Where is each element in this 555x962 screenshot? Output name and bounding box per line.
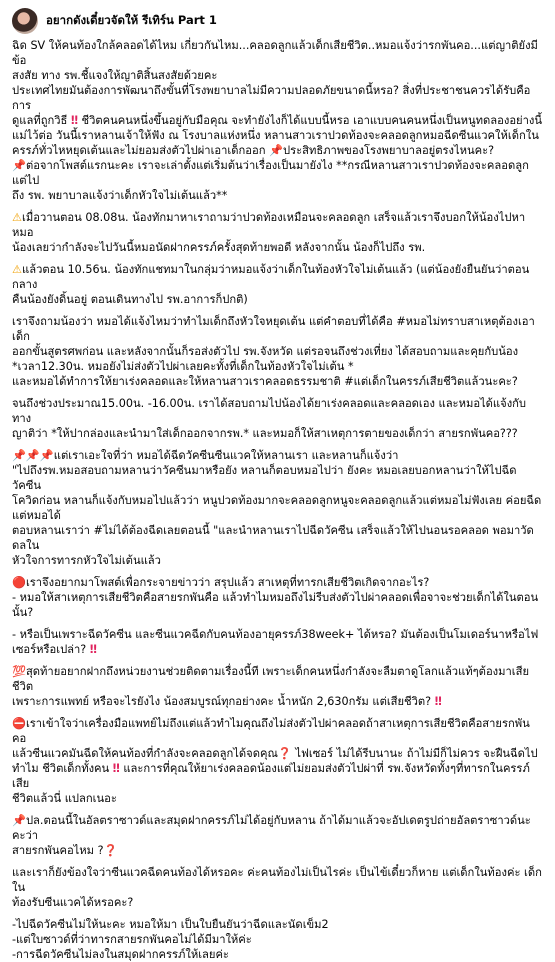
text-line: ฉิด SV ให้คนท้องใกล้คลอดได้ไหม เกี่ยวกันไหม...คลอดลูกแล้วเด็กเสียชีวิต..หมอแจ้งว่ารกพันคอ...แต่ญาติยังมีข้อ [12,39,538,67]
text-line [12,143,543,158]
text-line: เราจึงถามน้องว่า หมอได้แจ้งไหมว่าทำไมเด็กถึงหัวใจหยุดเต้น แต่คำตอบที่ได้คือ #หมอไม่ทราบสาเหตุต้องเอาเด็ก [12,315,535,343]
text-line [12,813,543,843]
paragraph-vaccine [12,448,543,568]
text-line [12,642,543,657]
text-segment: เพราะการแพทย์ หรือจะไรยังไง น้องสมบูรณ์ทุกอย่างคะ น้ำหนัก 2,630กรัม แต่เสียชีวิต? [12,695,432,708]
text-line: ญาติว่า *ให้ปากล่องและนำมาใส่เด็กออกจากรพ.* และหมอก็ให้สาเหตุการตายของเด็กว่า สายรกพันคอ??? [12,427,518,440]
question-mark-icon: ❓ [277,747,292,760]
red-circle-icon: 🔴 [12,576,26,589]
double-exclamation-icon: ‼ [112,762,120,775]
text-segment: เราเข้าใจว่าเครื่องมือแพทย์ไม่ถึงแต่แล้วทำไมคุณถึงไม่ส่งตัวไปผ่าคลอดถ้าสาเหตุการเสียชีวิตคือสายรกพันคอ [12,717,530,745]
text-line: และหมอได้ทำการให้ยาเร่งคลอดและให้หลานสาวเราคลอดธรรมชาติ #แต่เด็กในครรภ์เสียชีวิตแล้วนะคะ? [12,375,518,388]
list-item: -ไปฉีดวัคซีนไม่ให้นะคะ หมอให้มา เป็นใบยืนยันว่าฉีดและนัดเข็ม2 [12,918,329,931]
paragraph-summary [12,575,543,620]
avatar[interactable] [12,8,38,34]
double-exclamation-icon: ‼ [434,695,442,708]
paragraph-timeline-1 [12,210,543,255]
text-line [12,210,543,240]
pushpin-icon: 📌 [269,144,283,157]
text-segment: ดูแลที่ถูกวิธี [12,114,68,127]
text-segment: สุดท้ายอยากฝากถึงหน่วยงานช่วยติดตามเรื่องนี้ที เพราะเด็กคนหนึ่งกำลังจะลืมตาดูโลกแล้วแท้ๆต้องมาเสียชีวิต [12,665,529,693]
warning-icon: ⚠ [12,211,23,224]
text-line: ถึง รพ. พยาบาลแจ้งว่าเด็กหัวใจไม่เต้นแล้ว** [12,189,228,202]
question-mark-icon: ❓ [103,844,118,857]
hundred-points-icon: 💯 [12,665,26,678]
text-line [12,262,543,292]
paragraph-question-doctor [12,314,543,389]
text-line: ประเทศไทยมันต้องการพัฒนาถึงขั้นที่โรงพยาบาลไม่มีความปลอดภัยขนาดนี้หรอ? สิ่งที่ประชาชนควรได้รับคือการ [12,84,531,112]
text-segment: สายรกพันคอไหม ? [12,844,104,857]
text-segment: และการที่คุณให้ยาเร่งคลอดน้องแต่ไม่ยอมส่งตัวไปผ่าที่ รพ.จังหวัดทั้งๆที่ทารกในครรภ์เสีย [12,762,530,790]
no-entry-icon: ⛔ [12,717,26,730]
text-segment: แล้วซีนแวคมันฉีดให้คนท้องที่กำลังจะคลอดลูกได้จดคุณ [12,747,278,760]
text-segment: แล้วตอน 10.56น. น้องทักแชทมาในกลุ่มว่าหมอแจ้งว่าเด็กในท้องหัวใจไม่เต้นแล้ว (แต่น้องยังยืนยันว่าตอนกลาง [12,263,530,291]
text-segment: ชีวิตคนคนหนึ่งขึ้นอยู่กับมือคุณ จะทำยังไงก็ได้แบบนี้หรอ เอาแบบคนคนหนึ่งเป็นหนูทดลองอย่างนี้ [81,114,543,127]
pushpin-icon: 📌📌📌 [12,449,54,462]
text-line: ตอบหลานเราว่า #ไม่ได้ต้องฉีดเลยตอนนี้ "และนำหลานเราไปฉีดวัคซีน เสร็จแล้วให้ไปนอนรอคลอด พอมาวัดดลใน [12,524,534,552]
paragraph-ps [12,813,543,858]
text-segment: ต่อจากโพสต์แรกนะคะ เราจะเล่าตั้งแต่เริ่มต้นว่าเรื่องเป็นมายังไง **กรณีหลานสาวเราปวดท้องจะคลอดลูกแต่ไป [12,159,529,187]
paragraph-appeal [12,664,543,709]
text-line [12,843,543,858]
text-line: ท้องรับซีนแวคได้หรอคะ? [12,896,134,909]
text-line: และเราก็ยังข้องใจว่าซีนแวคฉีดคนท้องได้หรอคะ ค่ะคนท้องไม่เป็นไรค่ะ เป็นไข้เดี๋ยวก็หาย แต่เด็กในท้องค่ะ เด็กใน [12,866,542,894]
text-line [12,694,543,709]
text-line: "ไปถึงรพ.หมอสอบถามหลานว่าวัคซีนมาหรือยัง หลานก็ตอบหมอไปว่า ยังคะ หมอเลยบอกหลานว่าให้ไปฉีดวัคซีน [12,464,517,492]
text-line [12,575,543,590]
text-segment: ทำไม ชีวิตเด็กทั้งคน [12,762,110,775]
text-line: คืนน้องยังดิ้นอยู่ ตอนเดินทางไป รพ.อาการก็ปกติ) [12,293,248,306]
text-line [12,716,543,746]
text-segment: ประสิทธิภาพของโรงพยาบาลอยู่ตรงไหนคะ? [283,144,495,157]
text-line: น้องเลยว่ากำลังจะไปวันนี้หมอนัดฝากครรภ์ครั้งสุดท้ายพอดี หลังจากนั้น น้องก็ไปถึง รพ. [12,241,426,254]
text-segment: ปล.ตอนนี้ในอัลตราซาวด์และสมุดฝากครรภ์ไม่ได้อยู่กับหลาน ถ้าได้มาแล้วจะอัปเดตรูปถ่ายอัลตราซาวด์นะคะว่า [12,814,531,842]
paragraph-facts-list [12,917,543,962]
pushpin-icon: 📌 [12,814,26,827]
text-line: โควิดก่อน หลานก็แจ้งกับหมอไปแล้วว่า หนูปวดท้องมากจะคลอดลูกหนูจะคลอดลูกแล้วแต่หมอไม่ฟังเลย ค่อยฉีด แต่หมอได้ [12,494,542,522]
paragraph-doubt [12,865,543,910]
post-body [12,38,543,962]
paragraph-vaccine-question [12,627,543,657]
double-exclamation-icon: ‼ [70,114,78,127]
text-segment: ไฟเซอร์ ไม่ได้รีบนานะ ถ้าไม่มีก็ไม่ควร จะฝืนฉีดไป [295,747,538,760]
text-line [12,448,543,463]
paragraph-afternoon [12,396,543,441]
text-line: แม่ไว้ต่อ วันนี้เราหลานเจ้าให้ฟัง ณ โรงบาลแห่งหนึ่ง หลานสาวเราปวดท้องจะคลอดลูกหมอฉีดซีนแวคให้เด็กใน [12,129,539,142]
text-line: - หมอให้สาเหตุการเสียชีวิตคือสายรกพันคือ แล้วทำไมหมอถึงไม่รีบส่งตัวไปผ่าคลอดเพื่อจาจะช่วยเด็กได้ในตอน [12,591,539,604]
list-item: -การฉีดวัคซีนไม่ลงในสมุดฝากครรภ์ให้เลยค่ะ [12,948,229,961]
paragraph-timeline-2 [12,262,543,307]
post-header [12,8,543,34]
text-line: *เวลา12.30น. หมอยังไม่ส่งตัวไปผ่าเลยคะทั้งที่เด็กในท้องหัวใจไม่เต้น * [12,360,354,373]
text-segment: เซอร์หรือเปล่า? [12,643,87,656]
double-exclamation-icon: ‼ [89,643,97,656]
text-line: จนถึงช่วงประมาณ15.00น. -16.00น. เราได้สอบถามไปน้องได้ยาเร่งคลอดและคลอดเอง และหมอได้แจ้งกับทาง [12,397,527,425]
warning-icon: ⚠ [12,263,23,276]
text-segment: เราจึงอยากมาโพสต์เพื่อกระจายข่าวว่า สรุปแล้ว สาเหตุที่ทารกเสียชีวิตเกิดจากอะไร? [25,576,430,589]
text-segment: เมื่อวานตอน 08.08น. น้องทักมาหาเราถามว่าปวดท้องเหมือนจะคลอดลูก เสร็จแล้วเราจึงบอกให้น้องไปหาหมอ [12,211,526,239]
text-line: สงสัย ทาง รพ.ชี้แจงให้ญาติสิ้นสงสัยด้วยคะ [12,69,218,82]
list-item: -แต่ใบซาวด์ที่ว่าทารกสายรกพันคอไม่ได้มีมาให้ค่ะ [12,933,252,946]
text-line: ชีวิตแล้วนี่ แปลกเนอะ [12,792,117,805]
text-segment: แต่เราเอะใจที่ว่า หมอได้ฉีดวัคซีนซีนแวคให้หลานเรา และหลานก็แจ้งว่า [53,449,399,462]
text-line [12,664,543,694]
paragraph-intro [12,38,543,203]
text-line: - หรือเป็นเพราะฉีดวัคซีน และซีนแวคฉีดกับคนท้องอายุครรภ์38week+ ได้หรอ? มันต้องเป็นโมเดอร์นาหรือไฟ [12,628,539,641]
text-line [12,761,543,791]
text-segment: ครรภ์ทั่วไหหยุดเต้นและไม่ยอมส่งตัวไปผ่าเอาเด็กออก [12,144,266,157]
text-line [12,158,543,188]
text-line [12,113,543,128]
text-line [12,746,543,761]
text-line: นั้น? [12,606,34,619]
author-name[interactable]: อยากดังเดี๋ยวจัดให้ รีเทิร์น Part 1 [46,13,217,27]
text-line: หัวใจการทารกหัวใจไม่เต้นแล้ว [12,554,161,567]
pushpin-icon: 📌 [12,159,26,172]
text-line: ออกขั้นสูตรศพก่อน และหลังจากนั้นก็รอส่งตัวไป รพ.จังหวัด แต่รอจนถึงช่วงเที่ยง ได้สอบถามและคุยกับน้อง [12,345,519,358]
paragraph-understand [12,716,543,806]
